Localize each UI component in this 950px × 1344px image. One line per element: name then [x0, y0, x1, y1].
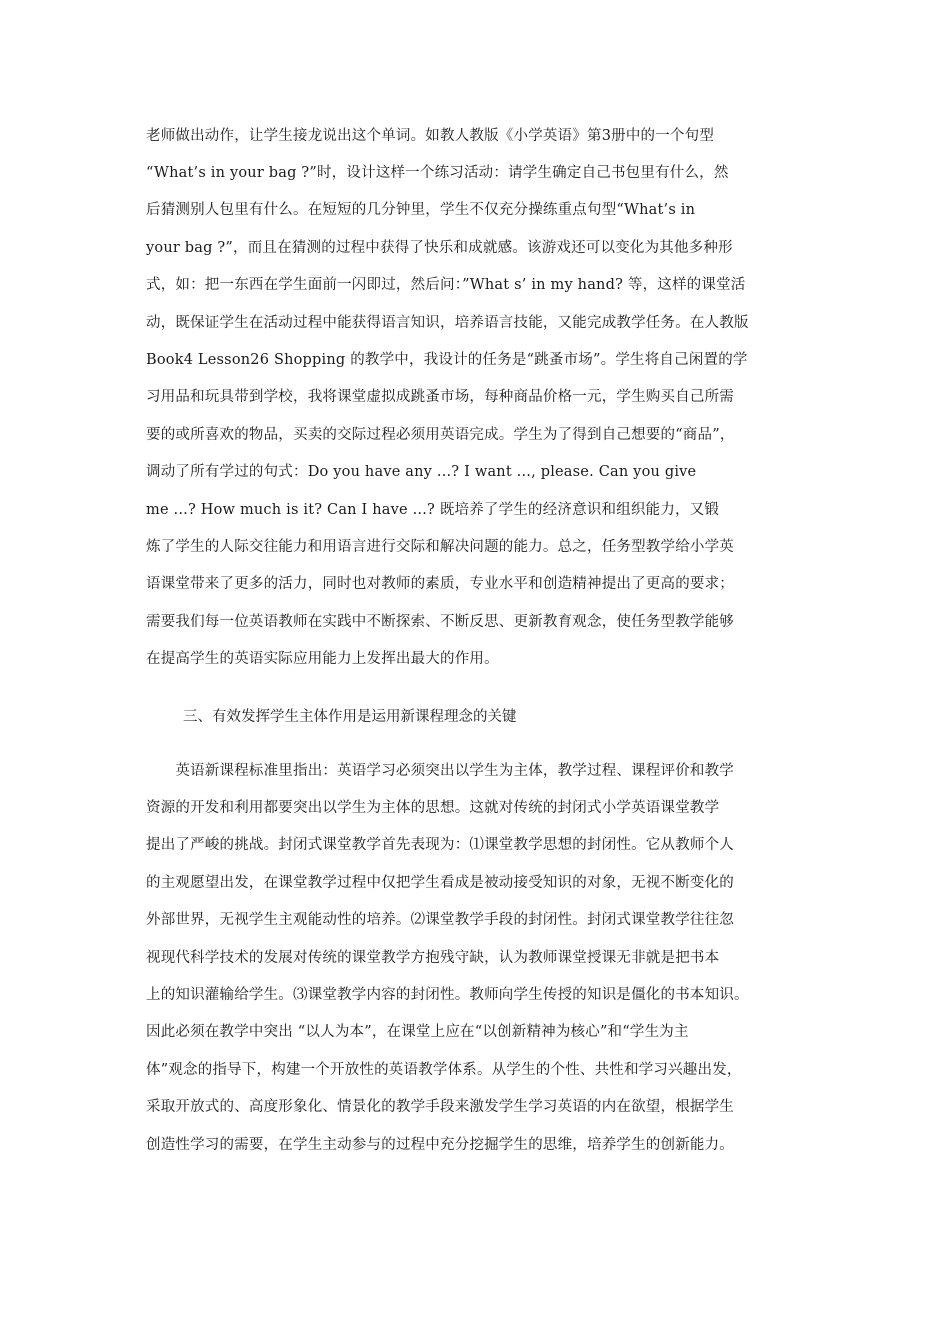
text-line: 要的或所喜欢的物品，买卖的交际过程必须用英语完成。学生为了得到自己想要的“商品”，: [146, 427, 735, 443]
section-heading: 三、有效发挥学生主体作用是运用新课程理念的关键: [183, 709, 517, 725]
text-line: 后猜测别人包里有什么。在短短的几分钟里，学生不仅充分操练重点句型“What’s in: [146, 202, 696, 218]
text-line: Book4 Lesson26 Shopping 的教学中，我设计的任务是“跳蚤市场”。学生将自己闲置的学: [146, 352, 748, 368]
text-line: 需要我们每一位英语教师在实践中不断探索、不断反思、更新教育观念，使任务型教学能够: [146, 614, 734, 630]
text-line: 外部世界，无视学生主观能动性的培养。⑵课堂教学手段的封闭性。封闭式课堂教学往往忽: [146, 912, 734, 928]
text-line: 视现代科学技术的发展对传统的课堂教学方抱残守缺，认为教师课堂授课无非就是把书本: [146, 950, 720, 966]
text-line: 资源的开发和利用都要突出以学生为主体的思想。这就对传统的封闭式小学英语课堂教学: [146, 800, 720, 816]
text-line: your bag ?”，而且在猜测的过程中获得了快乐和成就感。该游戏还可以变化为其他多种形: [146, 240, 733, 256]
text-line: 式，如：把一东西在学生面前一闪即过，然后问：”What s’ in my hand? 等，这样的课堂活: [146, 277, 746, 293]
text-line: me ...? How much is it? Can I have ...? 既培养了学生的经济意识和组织能力，又锻: [146, 502, 720, 518]
text-line: 创造性学习的需要，在学生主动参与的过程中充分挖掘学生的思维，培养学生的创新能力。: [146, 1137, 734, 1153]
text-line: 语课堂带来了更多的活力，同时也对教师的素质，专业水平和创造精神提出了更高的要求；: [146, 576, 734, 592]
text-line: 老师做出动作，让学生接龙说出这个单词。如教人教版《小学英语》第3册中的一个句型: [146, 128, 715, 144]
text-line: 提出了严峻的挑战。封闭式课堂教学首先表现为：⑴课堂教学思想的封闭性。它从教师个人: [146, 837, 734, 853]
text-line: 调动了所有学过的句式：Do you have any ...? I want ..., please. Can you give: [146, 464, 697, 480]
text-line: 因此必须在教学中突出 “以人为本”，在课堂上应在“以创新精神为核心”和“学生为主: [146, 1024, 689, 1040]
text-line: 炼了学生的人际交往能力和用语言进行交际和解决问题的能力。总之，任务型教学给小学英: [146, 539, 734, 555]
text-line: “What’s in your bag ?”时，设计这样一个练习活动：请学生确定自己书包里有什么，然: [146, 165, 729, 181]
text-line: 体”观念的指导下，构建一个开放性的英语教学体系。从学生的个性、共性和学习兴趣出发，: [146, 1062, 742, 1078]
text-line: 上的知识灌输给学生。⑶课堂教学内容的封闭性。教师向学生传授的知识是僵化的书本知识。: [146, 987, 749, 1003]
text-line: 习用品和玩具带到学校，我将课堂虚拟成跳蚤市场，每种商品价格一元，学生购买自己所需: [146, 389, 734, 405]
text-line: 采取开放式的、高度形象化、情景化的教学手段来激发学生学习英语的内在欲望，根据学生: [146, 1099, 734, 1115]
text-line: 英语新课程标准里指出：英语学习必须突出以学生为主体，教学过程、课程评价和教学: [146, 763, 734, 779]
text-line: 在提高学生的英语实际应用能力上发挥出最大的作用。: [146, 651, 499, 667]
text-line: 动，既保证学生在活动过程中能获得语言知识，培养语言技能，又能完成教学任务。在人教版: [146, 315, 749, 331]
text-line: 的主观愿望出发，在课堂教学过程中仅把学生看成是被动接受知识的对象，无视不断变化的: [146, 875, 734, 891]
